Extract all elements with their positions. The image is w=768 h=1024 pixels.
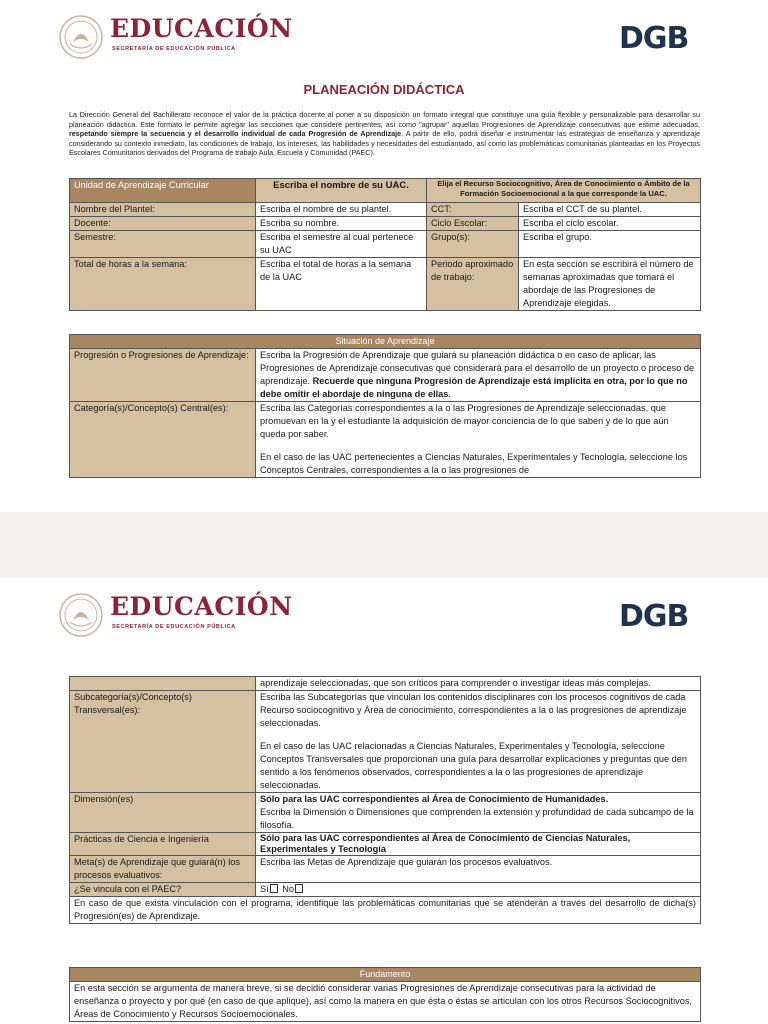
intro-text-1: La Dirección General del Bachillerato reconoce el valor de la práctica docente al poner a su disposición un formato integral que constituye una guía flexible y personalizable para desarrollar su planeación didáctica. Este formato le permite agregar las secciones que considere pertinentes, así como "agrupar" aquellas Progresiones de Aprendizaje consecutivas que estime adecuadas, — [69, 110, 700, 129]
subcategoria-value[interactable] — [256, 691, 701, 793]
practicas-value[interactable]: Sólo para las UAC correspondientes al Área de Conocimiento de Ciencias Naturales, Experimentales y Tecnología — [256, 833, 701, 856]
paec-si-label: Sí — [260, 884, 269, 894]
page-2 — [0, 578, 768, 1024]
brand-subtitle: SECRETARÍA DE EDUCACIÓN PÚBLICA — [112, 46, 236, 52]
horas-value[interactable]: Escriba el total de horas a la semana de la UAC — [256, 258, 427, 311]
dgb-logo: DGB — [619, 21, 689, 56]
paec-options — [256, 883, 701, 897]
semestre-value[interactable]: Escriba el semestre al cual pertenece su UAC — [256, 231, 427, 258]
horas-label: Total de horas a la semana: — [70, 258, 256, 311]
situacion-header: Situación de Aprendizaje — [70, 335, 701, 349]
paec-no-label: No — [282, 884, 294, 894]
dimension-bold: Sólo para las UAC correspondientes al Área de Conocimiento de Humanidades. — [260, 794, 609, 804]
semestre-label: Semestre: — [70, 231, 256, 258]
continuation-table — [69, 676, 701, 924]
docente-value[interactable]: Escriba su nombre. — [256, 217, 427, 231]
page-header-2 — [0, 578, 768, 656]
brand-title: EDUCACIÓN — [110, 14, 293, 43]
recurso-value[interactable]: Elija el Recurso Sociocognitivo, Área de Conocimiento o Ámbito de la Formación Socioemocional a la que corresponde la UAC. — [427, 179, 701, 203]
general-info-table — [69, 178, 701, 311]
paec-label: ¿Se vincula con el PAEC? — [70, 883, 256, 897]
brand-title-2: EDUCACIÓN — [110, 592, 293, 621]
ciclo-label: Ciclo Escolar: — [427, 217, 519, 231]
dimension-label: Dimensión(es) — [70, 793, 256, 833]
subcategoria-text-1: Escriba las Subcategorías que vinculan los contenidos disciplinares con los procesos cognitivos de cada Recurso sociocognitivo y Área de conocimiento, correspondientes a la o las progresiones de aprendizaje seleccionadas. — [260, 692, 687, 728]
intro-text-bold: respetando siempre la secuencia y el desarrollo individual de cada Progresión de Aprendizaje — [69, 129, 402, 139]
mexico-seal-icon — [58, 14, 104, 60]
intro-paragraph — [69, 110, 700, 158]
subcategoria-label: Subcategoría(s)/Concepto(s) Transversal(es): — [70, 691, 256, 793]
practicas-label: Prácticas de Ciencia e Ingeniería — [70, 833, 256, 856]
categoria-text-2: En el caso de las UAC pertenecientes a Ciencias Naturales, Experimentales y Tecnología, seleccione los Conceptos Centrales, correspondientes a la o las progresiones de — [260, 452, 688, 475]
fundamento-table — [69, 967, 701, 1022]
ciclo-value[interactable]: Escriba el ciclo escolar. — [519, 217, 701, 231]
cct-value[interactable]: Escriba el CCT de su plantel. — [519, 203, 701, 217]
continued-label-cell — [70, 677, 256, 691]
grupo-value[interactable]: Escriba el grupo. — [519, 231, 701, 258]
grupo-label: Grupo(s): — [427, 231, 519, 258]
progresion-label: Progresión o Progresiones de Aprendizaje: — [70, 349, 256, 402]
periodo-label: Periodo aproximado de trabajo: — [427, 258, 519, 311]
page-separator — [0, 512, 768, 578]
dimension-value[interactable] — [256, 793, 701, 833]
brand-subtitle-2: SECRETARÍA DE EDUCACIÓN PÚBLICA — [112, 624, 236, 630]
progresion-text: Escriba la Progresión de Aprendizaje que guiará su planeación didáctica o en caso de aplicar, las Progresiones de Aprendizaje consecutivas que considerará para el desarrollo de un proyecto o proceso de aprendizaje. — [260, 350, 695, 386]
periodo-value[interactable]: En esta sección se escribirá el número de semanas aproximadas que tomará el abordaje de las Progresiones de Aprendizaje elegidas. — [519, 258, 701, 311]
cct-label: CCT: — [427, 203, 519, 217]
docente-label: Docente: — [70, 217, 256, 231]
subcategoria-text-2: En el caso de las UAC relacionadas a Ciencias Naturales, Experimentales y Tecnología, seleccione Conceptos Transversales que proporcionan una guía para desarrollar explicaciones y preguntas que den sentido a los fenómenos observados, correspondientes a la o las progresiones de aprendizaje seleccionadas. — [260, 741, 687, 790]
categoria-text-1: Escriba las Categorías correspondientes a la o las Progresiones de Aprendizaje seleccionadas, que promuevan en la y el estudiante la adquisición de mayor conciencia de lo que saben y de lo que aún queda por saber. — [260, 403, 669, 439]
paec-no-checkbox[interactable] — [295, 884, 303, 893]
paec-note[interactable]: En caso de que exista vinculación con el programa, identifique las problemáticas comunitarias que se atenderán a través del desarrollo de dicha(s) Progresión(es) de Aprendizaje. — [70, 897, 701, 924]
uac-label: Unidad de Aprendizaje Curricular — [70, 179, 256, 203]
progresion-value[interactable] — [256, 349, 701, 402]
fundamento-value[interactable]: En esta sección se argumenta de manera breve, si se decidió considerar varias Progresiones de Aprendizaje consecutivas para la actividad de enseñanza o proyecto y por qué (en caso de que aplique), así como la manera en que ésta o éstas se articulan con los otros Recursos Sociocognitivos, Áreas de Conocimiento y Recursos Socioemocionales. — [70, 982, 701, 1022]
plantel-label: Nombre del Plantel: — [70, 203, 256, 217]
dgb-logo-2: DGB — [619, 599, 689, 634]
progresion-bold: Recuerde que ninguna Progresión de Aprendizaje está implícita en otra, por lo que no debe omitir el abordaje de ninguna de ellas — [260, 376, 688, 399]
categoria-label: Categoría(s)/Concepto(s) Central(es): — [70, 402, 256, 478]
fundamento-header: Fundamento — [70, 968, 701, 982]
progresion-end: . — [448, 389, 451, 399]
intro-text-2: . A partir de ello, podrá diseñar e instrumentar las estrategias de enseñanza y aprendizaje considerando su contexto inmediato, las condiciones de trabajo, los intereses, las habilidades y necesidades del estudiantado, así como las problemáticas comunitarias planteadas en los Proyectos Escolares Comunitarios derivados del Programa de trabajo Aula, Escuela y Comunidad (PAEC). — [69, 129, 700, 158]
mexico-seal-icon — [58, 592, 104, 638]
uac-value[interactable]: Escriba el nombre de su UAC. — [256, 179, 427, 203]
metas-value[interactable]: Escriba las Metas de Aprendizaje que guiarán los procesos evaluativos. — [256, 856, 701, 883]
dimension-text: Escriba la Dimensión o Dimensiones que comprenden la extensión y profundidad de cada subcampo de la filosofía. — [260, 807, 694, 830]
paec-si-checkbox[interactable] — [270, 884, 278, 893]
continued-value[interactable]: aprendizaje seleccionadas, que son críticos para comprender o investigar ideas más complejas. — [256, 677, 701, 691]
page-header — [0, 0, 768, 78]
document-title: PLANEACIÓN DIDÁCTICA — [303, 82, 465, 97]
categoria-value[interactable] — [256, 402, 701, 478]
plantel-value[interactable]: Escriba el nombre de su plantel. — [256, 203, 427, 217]
metas-label: Meta(s) de Aprendizaje que guiará(n) los procesos evaluativos: — [70, 856, 256, 883]
situacion-table — [69, 334, 701, 478]
